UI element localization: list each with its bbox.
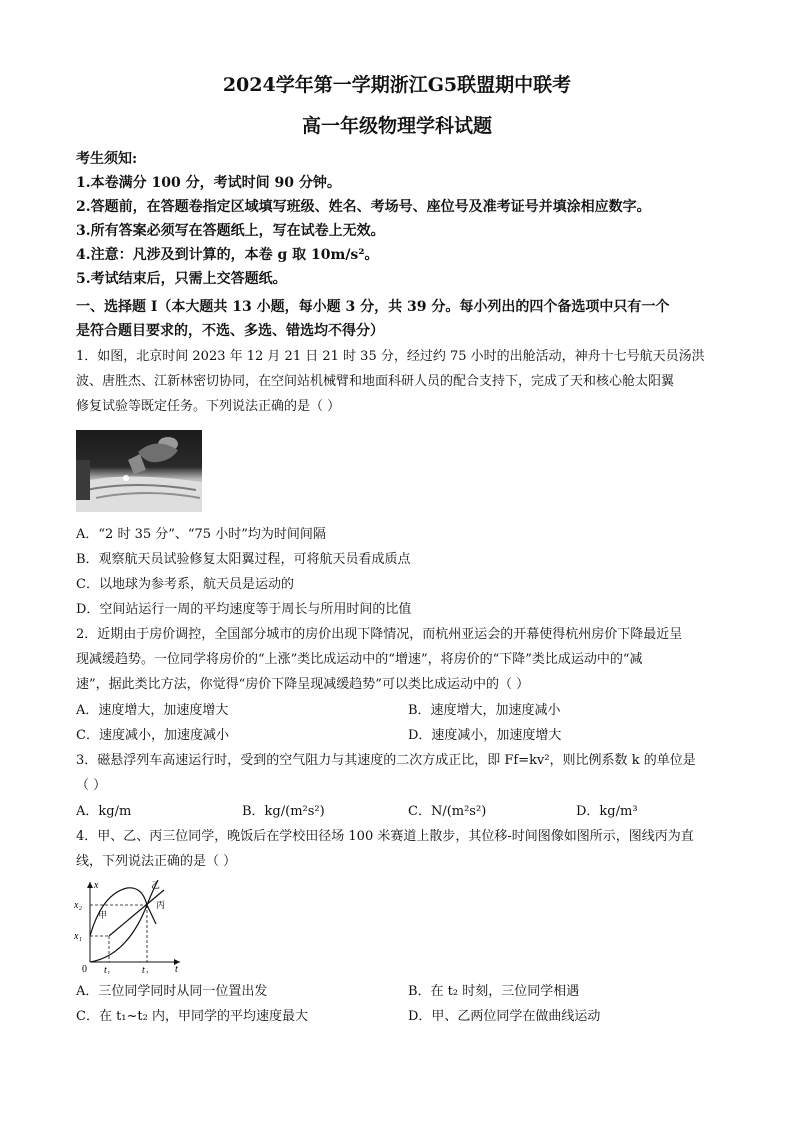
- question-4-text: 4．甲、乙、丙三位同学，晚饭后在学校田径场 100 米赛道上散步，其位移-时间图像如图所示，图线丙为直: [76, 829, 694, 844]
- q1-option-d: D．空间站运行一周的平均速度等于周长与所用时间的比值: [76, 602, 412, 617]
- question-2-text: 现减缓趋势。一位同学将房价的“上涨”类比成运动中的“增速”，将房价的“下降”类比成运动中的“减: [76, 652, 643, 667]
- exam-subtitle: 高一年级物理学科试题: [301, 115, 492, 137]
- q1-option-c: C．以地球为参考系，航天员是运动的: [76, 577, 294, 592]
- curve-yi: [90, 880, 161, 962]
- notice-item: 1.本卷满分 100 分，考试时间 90 分钟。: [76, 175, 341, 191]
- notice-item: 2.答题前，在答题卷指定区域填写班级、姓名、考场号、座位号及准考证号并填涂相应数字。: [76, 199, 651, 215]
- q2-option-b: B．速度增大，加速度减小: [408, 703, 561, 718]
- question-2-text: 速”，据此类比方法，你觉得“房价下降呈现减缓趋势”可以类比成运动中的（ ）: [76, 677, 530, 692]
- q4-option-d: D．甲、乙两位同学在做曲线运动: [408, 1009, 601, 1024]
- q3-option-d: D．kg/m³: [576, 804, 638, 819]
- curve-jia-label: 甲: [98, 911, 108, 921]
- q4-option-c: C．在 t₁~t₂ 内，甲同学的平均速度最大: [76, 1009, 308, 1024]
- astronaut-photo: [76, 430, 202, 512]
- line-bing-label: 丙: [156, 901, 166, 911]
- q1-option-b: B．观察航天员试验修复太阳翼过程，可将航天员看成质点: [76, 552, 411, 567]
- section-heading-cont: 是符合题目要求的，不选、多选、错选均不得分）: [76, 323, 384, 339]
- line-bing: [109, 890, 164, 936]
- question-1-text: 波、唐胜杰、江新林密切协同，在空间站机械臂和地面科研人员的配合支持下，完成了天和核心舱太阳翼: [76, 374, 675, 389]
- notice-item: 4.注意：凡涉及到计算的，本卷 g 取 10m/s²。: [76, 247, 379, 263]
- notice-item: 3.所有答案必须写在答题纸上，写在试卷上无效。: [76, 223, 385, 239]
- origin-label: 0: [82, 964, 87, 974]
- question-3-text: （ ）: [76, 778, 107, 793]
- q4-option-b: B．在 t₂ 时刻，三位同学相遇: [408, 984, 580, 999]
- section-heading: 一、选择题 I（本大题共 13 小题，每小题 3 分，共 39 分。每小列出的四个备选项中只有一个: [76, 299, 670, 315]
- x1-label: x₁: [74, 931, 82, 942]
- q2-option-d: D．速度减小，加速度增大: [408, 728, 562, 743]
- t2-label: t₂: [142, 965, 149, 974]
- question-3-text: 3．磁悬浮列车高速运行时，受到的空气阻力与其速度的二次方成正比，即 Ff=kv²，则比例系数 k 的单位是: [76, 753, 696, 768]
- q3-option-a: A．kg/m: [76, 804, 132, 819]
- notice-item: 5.考试结束后，只需上交答题纸。: [76, 271, 287, 287]
- x2-label: x₂: [74, 900, 82, 911]
- q1-option-a: A．“2 时 35 分”、“75 小时”均为时间间隔: [76, 527, 326, 542]
- q3-option-b: B．kg/(m²s²): [242, 804, 325, 819]
- x-axis-arrow-icon: [87, 882, 93, 888]
- x-axis-label: x: [94, 880, 99, 891]
- question-4-text: 线，下列说法正确的是（ ）: [76, 854, 237, 869]
- notice-heading: 考生须知:: [76, 151, 138, 167]
- q3-option-c: C．N/(m²s²): [408, 804, 487, 819]
- t-axis-label: t: [175, 964, 178, 974]
- q2-option-c: C．速度减小，加速度减小: [76, 728, 229, 743]
- question-1-text: 修复试验等既定任务。下列说法正确的是（ ）: [76, 399, 341, 414]
- t1-label: t₁: [104, 965, 111, 974]
- curve-yi-label: 乙: [151, 881, 161, 891]
- q4-option-a: A．三位同学同时从同一位置出发: [76, 984, 268, 999]
- exam-title: 2024学年第一学期浙江G5联盟期中联考: [222, 74, 572, 96]
- question-2-text: 2．近期由于房价调控，全国部分城市的房价出现下降情况，而杭州亚运会的开幕使得杭州房价下降最近呈: [76, 627, 683, 642]
- q2-option-a: A．速度增大，加速度增大: [76, 703, 229, 718]
- question-1-text: 1．如图，北京时间 2023 年 12 月 21 日 21 时 35 分，经过约 75 小时的出舱活动，神舟十七号航天员汤洪: [76, 349, 705, 364]
- position-time-graph: [72, 876, 184, 974]
